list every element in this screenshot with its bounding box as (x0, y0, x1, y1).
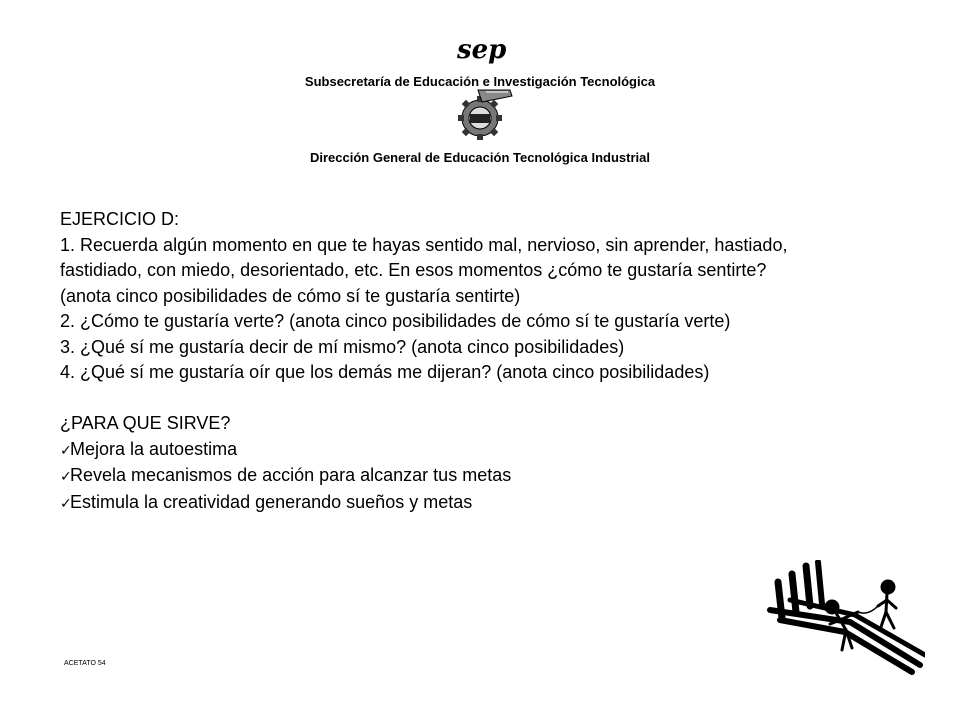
purpose-item-text: Revela mecanismos de acción para alcanzar tus metas (70, 465, 512, 485)
stick-figures-stairs-icon (760, 560, 925, 675)
purpose-item (60, 437, 940, 464)
direccion-title: Dirección General de Educación Tecnológica Industrial (309, 150, 650, 165)
check-icon: ✓ (60, 441, 72, 458)
sep-logo-text: sep (457, 36, 507, 65)
exercise-content (60, 207, 940, 516)
purpose-item (60, 490, 940, 517)
exercise-line: 3. ¿Qué sí me gustaría decir de mí mismo? (anota cinco posibilidades) (60, 336, 625, 357)
exercise-line: fastidiado, con miedo, desorientado, etc. En esos momentos ¿cómo te gustaría sentirte? (60, 260, 767, 280)
exercise-line: 1. Recuerda algún momento en que te hayas sentido mal, nervioso, sin aprender, hastiado, (60, 234, 788, 255)
gear-logo-icon (452, 86, 514, 142)
purpose-item-text: Mejora la autoestima (70, 438, 238, 459)
check-icon: ✓ (60, 468, 72, 484)
exercise-line: 2. ¿Cómo te gustaría verte? (anota cinco posibilidades de cómo sí te gustaría verte) (60, 311, 731, 331)
exercise-title: EJERCICIO D: (60, 209, 180, 229)
exercise-line: 4. ¿Qué sí me gustaría oír que los demás me dijeran? (anota cinco posibilidades) (60, 362, 710, 382)
exercise-line: (anota cinco posibilidades de cómo sí te gustaría sentirte) (60, 285, 521, 306)
acetato-label: ACETATO 54 (64, 660, 106, 667)
subsecretaria-title: Subsecretaría de Educación e Investigación Tecnológica (304, 74, 656, 89)
purpose-item (60, 463, 940, 490)
sep-logo-icon (455, 36, 515, 66)
purpose-item-text: Estimula la creatividad generando sueños y metas (70, 491, 473, 512)
purpose-title: ¿PARA QUE SIRVE? (60, 413, 231, 433)
check-icon: ✓ (60, 494, 72, 511)
